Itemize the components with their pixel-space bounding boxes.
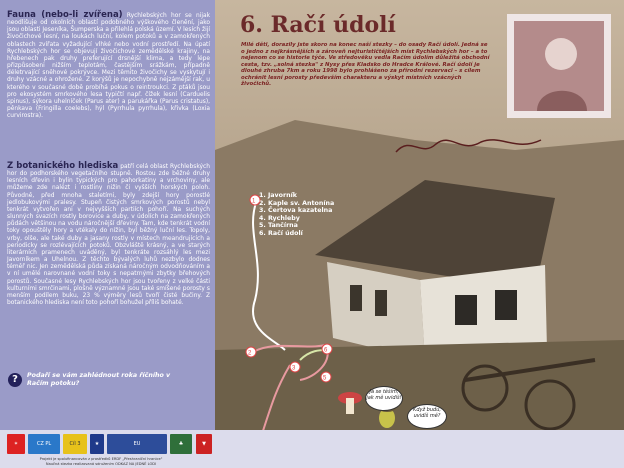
window-2 [495,290,517,320]
legend-item-6: 6. Račí údolí [259,229,303,237]
speech-bubble-2: Když budu, uvidíš mě? [407,404,447,429]
question-box [7,372,212,396]
fauna-heading: Fauna (nebo-li zvířena) [7,10,123,20]
logo-cil3: Cíl 3 [63,434,87,454]
legend-item-4: 4. Rychleby [259,214,300,222]
left-column [0,0,215,468]
question-text: Podaří se vám zahlédnout roka říčního v Račím potoku? [27,372,171,387]
intro-text: Milé děti, dorazily jste skoro na konec naší stezky – do osady Račí údolí. Jedná se o jedno z nejkrásnějších a zároveň nejturističtějších míst Rychlebských hor – a to nejenom co se historie týče. Ve středověku vedla Račím údolím důležitá obchodní cesta, tzv. „solná stezka" z Nysy přes Kladsko do Hradce Králové. Račí údolí je dlouhé zhruba 7km a roku 1998 bylo prohlášeno za přírodní rezervaci – s cílem ochránit lesní porosty především charakteru a výskyt místních vzácných živočichů. [241,42,490,87]
route-num-6: 6 [324,347,328,354]
botany-paragraph [7,163,210,307]
logo-green: ♣ [170,434,192,454]
portrait-face [545,38,577,70]
route-legend [259,192,334,237]
footer-line-1: Projekt je spolufinancován z prostředků ERDF „Přeshraniční hranice" [39,457,163,461]
legend-item-3: 3. Čertova kazatelna [259,207,333,214]
right-panel [215,0,624,430]
legend-item-5: 5. Tančírna [259,222,298,229]
logo-shield: ▼ [196,434,212,454]
route-num-5: 5 [323,375,327,382]
legend-item-2: 2. Kaple sv. Antonína [259,199,335,207]
logo-cz-pl: CZ PL [28,434,60,454]
speech-bubble-1: Já se těším, jak mě uvidíš! [365,386,403,411]
page-title: 6. Račí údolí [240,12,396,38]
route-num-3: 3 [292,365,296,372]
footer-line-2: Naučná stezka realizovaná sdružením ODKAZ NA JEDNÉ LODI [45,462,157,466]
window-3 [350,285,362,311]
fauna-paragraph [7,12,210,120]
route-num-2: 2 [248,350,252,357]
window-4 [375,290,387,316]
question-icon: ? [8,373,22,387]
botany-text: patří celá oblast Rychlebských hor do podhorského vegetačního stupně. Rostou zde běžné druhy lesních dřevin i bylin typických pro pahorkatiny a vrchoviny, ale můžeme zde nalézt i rostliny nižin či vyšších horských poloh. Původně, před mnoha staletími, byly zdejší hory porostlé jedlobukovými pralesy. Stupeň čistých smrkových porostů nebyl tenkrát vytvořen ani v nejvyšších partiích pohoří. Na suchých slunných svazích rostly borovice a duby, v údolích na zamokřených půdách většinou na vodu náročnější dřeviny. Tam, kde tenkrát vodní toky opouštěly hory a vtékaly do nížin, byl běžný luční les. Topoly, vrby, olše, ale také duby a jasany rostly v místech meandrujících a periodicky se rozlévajících potoků. Obzvláště krásný, a ve starých literárních pramenech uváděný, byl tenkráte rozsáhlý les mezi Javorníkem a Uhelnou. Z těchto bývalých luhů nezbylo dodnes téměř nic. Jen zemědělská půda získaná náročným odvodňováním a v ní umělé narovnané vodní toky s nepatrnými zbytky břehových porostů. Současné lesy Rychlebských hor jsou tvořeny z velké části kulturními smrčinami, plošně významné jsou také smíšené porosty s menším podílem buku, 23 % výměry lesů tvoří čisté bučiny. Z botanického hlediska není toto pohoří bohužel příliš bohaté. [7,164,211,306]
logo-emblem-1: ✶ [7,434,25,454]
legend-item-1: 1. Javorník [259,192,297,199]
logo-euroregion: EU [107,434,167,454]
portrait-stamp [507,14,611,118]
botany-heading: Z botanického hlediska [7,161,119,171]
route-num-1: 1 [252,198,256,205]
footer [0,430,624,468]
fauna-text: Rychlebských hor se nijak neodlišuje od okolních oblastí podobného výškového členění, jako jsou oblasti Jeseníka, Šumperska a přilehlá polská území. V lesích žijí živočichové lesní, na loukách luční, kolem potoků a v zamokřených oblastech zvířata vyžadující vlhké nebo vodní prostředí. Na úpatí Rychlebských hor se objevují živočichové zemědělské krajiny, na hřebenech pak druhy preferující drsnější klima, a tedy lépe přizpůsobeni nižším teplotám, častějším srážkám, případně déletrvající sněhové pokrývce. Mezi těmito živočichy se vyskytují i druhy vzácné a ohrožené. Z korýšů je nepochybně nejzámější rak, u kterého v současné době probíhá pokus o reintroukci. Z ptáků jsou pro ekosystém smrkového lesa typičtí např. čížek lesní (Carduelis spinus), sýkora uhelníček (Parus ater) a parukářka (Parus cristatus), pěnkava (Fringilla coelebs), hýl (Pyrrhula pyrrhula), křivka (Loxia curvirostra). [7,13,210,120]
window-1 [455,295,477,325]
signature [391,130,571,164]
mushroom-stem [346,398,354,414]
logo-eu: ★ [90,434,104,454]
